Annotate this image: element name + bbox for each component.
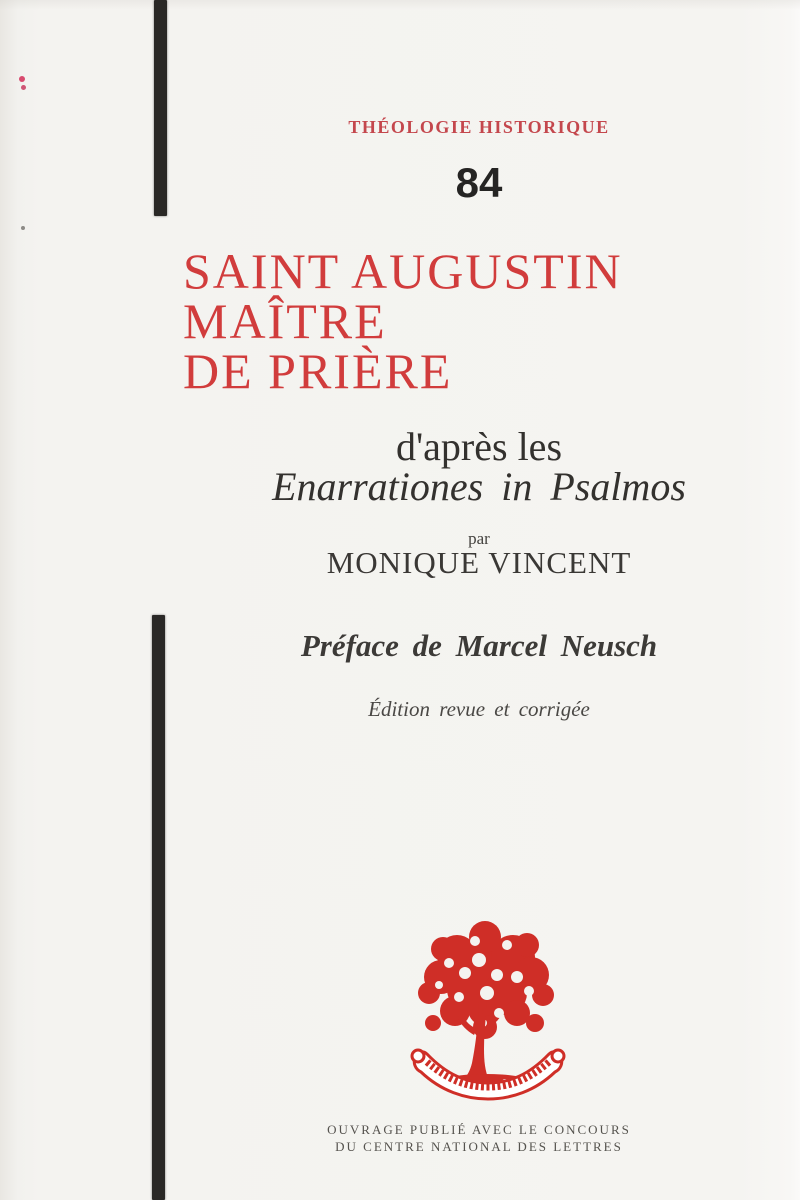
preface-credit: Préface de Marcel Neusch	[300, 628, 658, 663]
tree-emblem-svg	[387, 905, 587, 1115]
publication-credit	[158, 1121, 800, 1155]
publication-credit-line-1: OUVRAGE PUBLIÉ AVEC LE CONCOURS	[327, 1122, 631, 1137]
book-title-line-3: DE PRIÈRE	[183, 343, 453, 399]
series-number: 84	[455, 159, 503, 206]
scan-artifact-speck	[21, 85, 26, 90]
publication-credit-line-2: DU CENTRE NATIONAL DES LETTRES	[335, 1139, 623, 1154]
publisher-tree-logo	[387, 905, 587, 1115]
edition-note: Édition revue et corrigée	[368, 697, 590, 721]
book-title-line-2: MAÎTRE	[183, 293, 387, 349]
scan-artifact-speck	[19, 76, 25, 82]
subtitle-intro: d'après les	[395, 424, 563, 469]
book-title	[183, 243, 623, 399]
series-title: THÉOLOGIE HISTORIQUE	[348, 117, 610, 137]
subtitle-work-title: Enarrationes in Psalmos	[272, 464, 686, 509]
author-by-label: par	[468, 529, 490, 548]
author-name: MONIQUE VINCENT	[326, 545, 632, 580]
book-title-line-1: SAINT AUGUSTIN	[183, 243, 623, 299]
scan-artifact-speck	[21, 226, 25, 230]
